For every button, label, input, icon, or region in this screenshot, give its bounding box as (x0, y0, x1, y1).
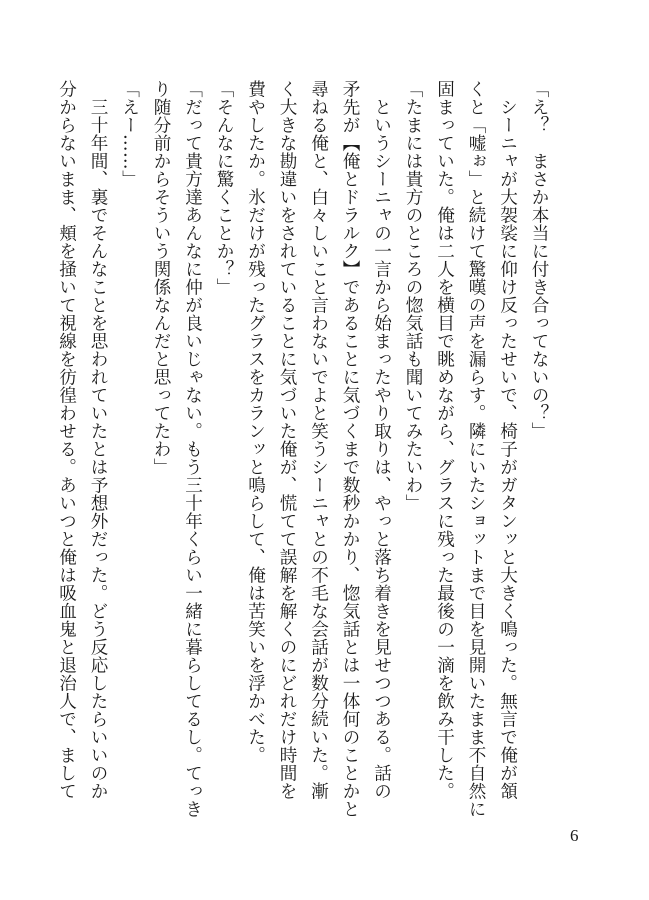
text-line: くと「嘘ぉ」と続けて驚嘆の声を漏らす。隣にいたショットまで目を見開いたまま不自然に (466, 80, 486, 818)
text-line: 「え？ まさか本当に付き合ってないの？」 (529, 80, 549, 440)
text-line: 尋ねる俺と、白々しいこと言わないでよと笑うシーニャとの不毛な会話が数分続いた。漸 (308, 80, 329, 800)
text-line: 分からないまま、頬を掻いて視線を彷徨わせる。あいつと俺は吸血鬼と退治人で、まして (56, 80, 77, 800)
page-number: 6 (570, 826, 579, 845)
text-line: 「そんなに驚くことか？」 (214, 80, 234, 296)
text-line: 「えー……」 (119, 80, 140, 188)
text-line: シーニャが大袈裟に仰け反ったせいで、椅子がガタンッと大きく鳴った。無言で俺が頷 (497, 80, 518, 800)
text-line: り随分前からそういう関係なんだと思ってたわ」 (151, 80, 171, 476)
text-line: 「たまには貴方のところの惚気話も聞いてみたいわ」 (403, 80, 423, 512)
text-line: 固まっていた。俺は二人を横目で眺めながら、グラスに残った最後の一滴を飲み干した。 (434, 80, 455, 800)
text-line: く大きな勘違いをされていることに気づいた俺が、慌てて誤解を解くのにどれだけ時間を (277, 80, 297, 800)
text-line: 費やしたか。氷だけが残ったグラスをカランッと鳴らして、俺は苦笑いを浮かべた。 (245, 80, 266, 764)
vertical-text-body (50, 80, 554, 820)
text-line: 「だって貴方達あんなに仲が良いじゃない。もう三十年くらい一緒に暮らしてるし。てっき (182, 80, 203, 818)
text-line: 三十年間、裏でそんなことを思われていたとは予想外だった。どう反応したらいいのか (88, 80, 108, 800)
text-line: というシーニャの一言から始まったやり取りは、やっと落ち着きを見せつつある。話の (371, 80, 392, 800)
text-line: 矛先が【俺とドラルク】であることに気づくまで数秒かかり、惚気話とは一体何のことかと (340, 80, 360, 818)
